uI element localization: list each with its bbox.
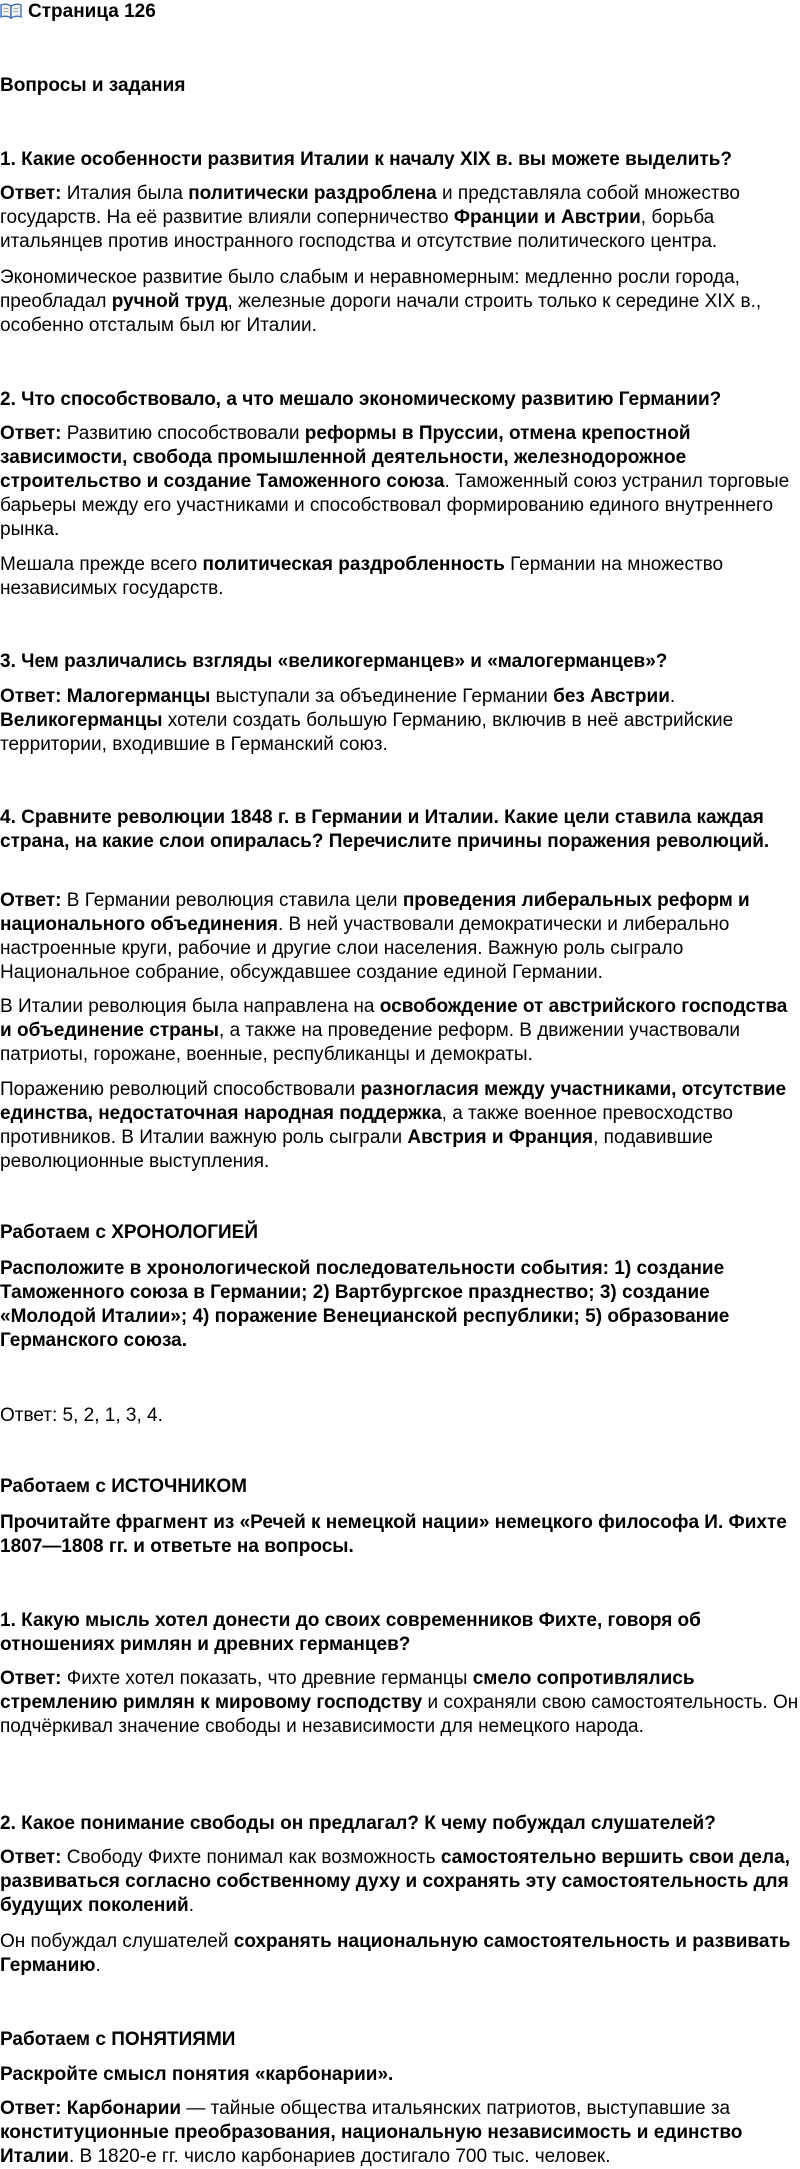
emphasis: без Австрии: [553, 686, 670, 707]
open-book-icon: [0, 3, 22, 19]
emphasis: Малогерманцы: [66, 686, 211, 707]
answer-label: Ответ:: [0, 423, 62, 444]
text: В Италии революция была направлена на: [0, 996, 380, 1017]
concepts-task: Раскройте смысл понятия «карбонарии».: [0, 2064, 394, 2085]
emphasis: ручной труд: [111, 291, 228, 312]
emphasis: конституционные преобразования, национальную независимость и единство Италии: [0, 2122, 743, 2167]
emphasis: самостоятельно вершить свои дела, развиваться согласно собственному духу и сохранять эту самостоятельность для будущих поколений: [0, 1847, 790, 1916]
text: Свободу Фихте понимал как возможность: [61, 1847, 441, 1868]
emphasis: Карбонарии: [66, 2098, 182, 2119]
answer-3-paragraph-1: [0, 685, 800, 757]
text: Экономическое развитие было слабым и неравномерным: медленно росли города, преобладал: [0, 267, 740, 312]
answer-label: Ответ:: [0, 1847, 62, 1868]
text: хотели создать большую Германию, включив в неё австрийские территории, входившие в Германский союз.: [0, 710, 734, 755]
emphasis: проведения либеральных реформ и национального объединения: [0, 890, 750, 935]
answer-4-paragraph-2: [0, 995, 800, 1067]
answer-2-paragraph-1: [0, 422, 800, 542]
emphasis: Франции и Австрии: [453, 207, 641, 228]
emphasis: смело сопротивлялись стремлению римлян к мировому господству: [0, 1668, 695, 1713]
text: Германии на множество независимых государств.: [0, 554, 724, 599]
source-answer-1: [0, 1667, 800, 1739]
text: , а также военное превосходство противников. В Италии важную роль сыграли: [0, 1103, 733, 1148]
text: Он побуждал слушателей: [0, 1931, 234, 1952]
section-heading-concepts: Работаем с ПОНЯТИЯМИ: [0, 2029, 236, 2050]
emphasis: Великогерманцы: [0, 710, 163, 731]
chronology-task: Расположите в хронологической последовательности события: 1) создание Таможенного союза в Германии; 2) Вартбургское празднество; 3) создание «Молодой Италии»; 4) поражение Венецианской республики; 5) образование Германского союза.: [0, 1258, 730, 1351]
text: .: [669, 686, 676, 707]
answer-label: Ответ:: [0, 2098, 62, 2119]
emphasis: реформы в Пруссии, отмена крепостной зависимости, свобода промышленной деятельности, железнодорожное строительство и создание Таможенного союза: [0, 423, 691, 492]
emphasis: политическая раздробленность: [202, 554, 505, 575]
text: и сохраняли свою самостоятельность. Он подчёркивал значение свободы и независимости для немецкого народа.: [0, 1692, 799, 1737]
answer-label: Ответ:: [0, 890, 62, 911]
text: , а также на проведение реформ. В движении участвовали патриоты, горожане, военные, республиканцы и демократы.: [0, 1020, 741, 1065]
text: Италия была: [61, 183, 189, 204]
emphasis: политически раздроблена: [188, 183, 437, 204]
emphasis: сохранять национальную самостоятельность и развивать Германию: [0, 1931, 791, 1976]
section-heading-questions: Вопросы и задания: [0, 75, 186, 96]
answer-1-paragraph-1: [0, 182, 800, 254]
text: Развитию способствовали: [61, 423, 305, 444]
answer-label: Ответ:: [0, 183, 62, 204]
text: и представляла собой множество государств. На её развитие влияли соперничество: [0, 183, 740, 228]
text: .: [188, 1895, 194, 1916]
source-question-1: 1. Какую мысль хотел донести до своих современников Фихте, говоря об отношениях римлян и древних германцев?: [0, 1610, 701, 1655]
source-question-2: 2. Какое понимание свободы он предлагал? К чему побуждал слушателей?: [0, 1813, 716, 1834]
text: В Германии революция ставила цели: [61, 890, 403, 911]
page-title: [0, 0, 800, 24]
answer-4-paragraph-3: [0, 1078, 800, 1174]
text: , подавившие революционные выступления.: [0, 1127, 713, 1172]
section-heading-source: Работаем с ИСТОЧНИКОМ: [0, 1476, 247, 1497]
answer-label: Ответ:: [0, 1668, 62, 1689]
question-4: 4. Сравните революции 1848 г. в Германии и Италии. Какие цели ставила каждая страна, на какие слои опиралась? Перечислите причины поражения революций.: [0, 807, 770, 852]
text: Мешала прежде всего: [0, 554, 203, 575]
source-answer-2-paragraph-2: [0, 1930, 800, 1978]
concepts-answer: [0, 2097, 800, 2169]
text: — тайные общества итальянских патриотов, выступавшие за: [181, 2098, 731, 2119]
source-answer-2-paragraph-1: [0, 1846, 800, 1918]
text: . Таможенный союз устранил торговые барьеры между его участниками и способствовал формированию единого внутреннего рынка.: [0, 471, 790, 540]
section-heading-chronology: Работаем с ХРОНОЛОГИЕЙ: [0, 1222, 258, 1243]
text: . В ней участвовали демократически и либерально настроенные круги, рабочие и другие слои населения. Важную роль сыграло Национальное собрание, обсуждавшее создание единой Германии.: [0, 914, 730, 983]
chronology-answer: Ответ: 5, 2, 1, 3, 4.: [0, 1405, 163, 1426]
answer-1-paragraph-2: [0, 266, 800, 338]
page-title-text: Страница 126: [28, 1, 156, 22]
text: Фихте хотел показать, что древние германцы: [61, 1668, 473, 1689]
answer-4-paragraph-1: [0, 889, 800, 985]
emphasis: освобождение от австрийского господства и объединение страны: [0, 996, 788, 1041]
text: , железные дороги начали строить только к середине XIX в., особенно отсталым был юг Италии.: [0, 291, 762, 336]
answer-2-paragraph-2: [0, 553, 800, 601]
question-1: 1. Какие особенности развития Италии к началу XIX в. вы можете выделить?: [0, 149, 732, 170]
text: Поражению революций способствовали: [0, 1079, 361, 1100]
question-3: 3. Чем различались взгляды «великогерманцев» и «малогерманцев»?: [0, 651, 668, 672]
text: .: [95, 1955, 101, 1976]
text: . В 1820-е гг. число карбонариев достигало 700 тыс. человек.: [68, 2146, 611, 2167]
question-2: 2. Что способствовало, а что мешало экономическому развитию Германии?: [0, 389, 722, 410]
source-task: Прочитайте фрагмент из «Речей к немецкой нации» немецкого философа И. Фихте 1807—1808 гг. и ответьте на вопросы.: [0, 1512, 787, 1557]
text: выступали за объединение Германии: [210, 686, 554, 707]
emphasis: Австрия и Франция: [407, 1127, 594, 1148]
emphasis: разногласия между участниками, отсутствие единства, недостаточная народная поддержка: [0, 1079, 787, 1124]
answer-label: Ответ:: [0, 686, 62, 707]
text: , борьба итальянцев против иностранного господства и отсутствие политического центра.: [0, 207, 718, 252]
